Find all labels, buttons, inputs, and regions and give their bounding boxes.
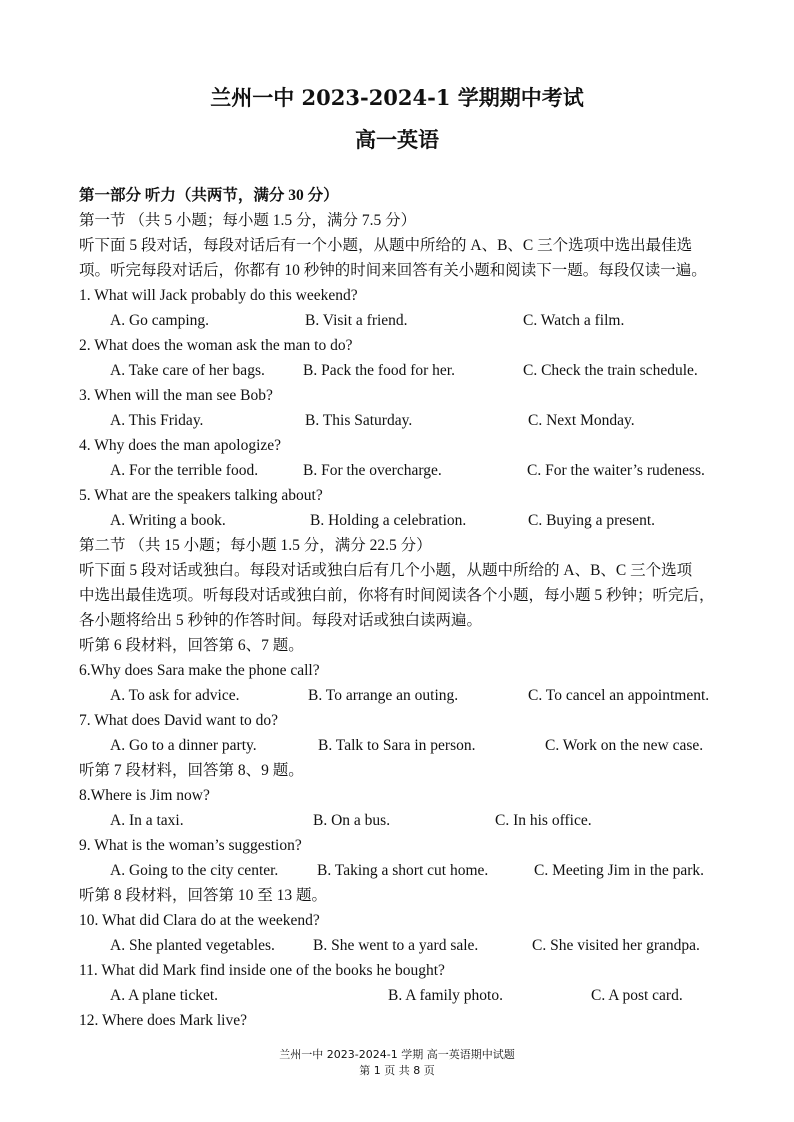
question-1-option-c: C. Watch a film. — [523, 312, 625, 329]
question-11-option-c: C. A post card. — [591, 987, 683, 1004]
question-4-option-b: B. For the overcharge. — [303, 462, 442, 479]
question-9-option-c: C. Meeting Jim in the park. — [534, 862, 705, 879]
question-4-option-c: C. For the waiter’s rudeness. — [527, 462, 705, 479]
question-2: 2. What does the woman ask the man to do? — [79, 337, 353, 354]
question-8-option-a: A. In a taxi. — [110, 812, 184, 829]
material-7-instruction: 听第 7 段材料，回答第 8、9 题。 — [79, 762, 304, 779]
question-2-option-a: A. Take care of her bags. — [110, 362, 265, 379]
material-8-instruction: 听第 8 段材料，回答第 10 至 13 题。 — [79, 887, 328, 904]
question-8-option-b: B. On a bus. — [313, 812, 391, 829]
question-11-option-a: A. A plane ticket. — [110, 987, 219, 1004]
question-4-option-a: A. For the terrible food. — [110, 462, 259, 479]
question-3: 3. When will the man see Bob? — [79, 387, 273, 404]
section2-heading: 第二节 （共 15 小题；每小题 1.5 分，满分 22.5 分） — [79, 537, 432, 554]
question-7-option-b: B. Talk to Sara in person. — [318, 737, 476, 754]
question-10-option-b: B. She went to a yard sale. — [313, 937, 479, 954]
question-10: 10. What did Clara do at the weekend? — [79, 912, 320, 929]
question-1: 1. What will Jack probably do this weekend? — [79, 287, 358, 304]
question-10-option-a: A. She planted vegetables. — [110, 937, 275, 954]
question-11: 11. What did Mark find inside one of the books he bought? — [79, 962, 445, 979]
question-3-option-c: C. Next Monday. — [528, 412, 635, 429]
part1-heading: 第一部分 听力（共两节，满分 30 分） — [79, 187, 339, 204]
question-2-option-c: C. Check the train schedule. — [523, 362, 698, 379]
footer-page-number: 第 1 页 共 8 页 — [359, 1064, 435, 1077]
question-6: 6.Why does Sara make the phone call? — [79, 662, 320, 679]
section2-instructions-3: 各小题将给出 5 秒钟的作答时间。每段对话或独白读两遍。 — [79, 612, 483, 629]
question-6-option-c: C. To cancel an appointment. — [528, 687, 710, 704]
exam-title: 兰州一中 2023-2024-1 学期期中考试 — [210, 85, 584, 110]
question-2-option-b: B. Pack the food for her. — [303, 362, 455, 379]
question-3-option-a: A. This Friday. — [110, 412, 204, 429]
section2-instructions-2: 中选出最佳选项。听每段对话或独白前，你将有时间阅读各个小题，每小题 5 秒钟；听完后， — [79, 587, 715, 604]
material-6-instruction: 听第 6 段材料，回答第 6、7 题。 — [79, 637, 304, 654]
question-9-option-b: B. Taking a short cut home. — [317, 862, 489, 879]
footer-exam-info: 兰州一中 2023-2024-1 学期 高一英语期中试题 — [279, 1048, 515, 1061]
question-9: 9. What is the woman’s suggestion? — [79, 837, 302, 854]
question-7: 7. What does David want to do? — [79, 712, 279, 729]
question-6-option-a: A. To ask for advice. — [110, 687, 240, 704]
question-1-option-a: A. Go camping. — [110, 312, 210, 329]
question-4: 4. Why does the man apologize? — [79, 437, 282, 454]
question-9-option-a: A. Going to the city center. — [110, 862, 279, 879]
question-7-option-c: C. Work on the new case. — [545, 737, 704, 754]
section1-instructions-1: 听下面 5 段对话，每段对话后有一个小题，从题中所给的 A、B、C 三个选项中选出最佳选 — [79, 237, 693, 254]
question-12: 12. Where does Mark live? — [79, 1012, 248, 1029]
question-7-option-a: A. Go to a dinner party. — [110, 737, 257, 754]
question-5-option-a: A. Writing a book. — [110, 512, 226, 529]
question-11-option-b: B. A family photo. — [388, 987, 503, 1004]
section1-instructions-2: 项。听完每段对话后，你都有 10 秒钟的时间来回答有关小题和阅读下一题。每段仅读一遍。 — [79, 262, 707, 279]
question-5-option-b: B. Holding a celebration. — [310, 512, 467, 529]
section2-instructions-1: 听下面 5 段对话或独白。每段对话或独白后有几个小题，从题中所给的 A、B、C 三个选项 — [79, 562, 693, 579]
question-3-option-b: B. This Saturday. — [305, 412, 413, 429]
question-5-option-c: C. Buying a present. — [528, 512, 655, 529]
question-8-option-c: C. In his office. — [495, 812, 592, 829]
section1-heading: 第一节 （共 5 小题；每小题 1.5 分，满分 7.5 分） — [79, 212, 417, 229]
question-1-option-b: B. Visit a friend. — [305, 312, 408, 329]
question-5: 5. What are the speakers talking about? — [79, 487, 323, 504]
question-6-option-b: B. To arrange an outing. — [308, 687, 459, 704]
question-8: 8.Where is Jim now? — [79, 787, 210, 804]
exam-subtitle: 高一英语 — [355, 127, 439, 152]
question-10-option-c: C. She visited her grandpa. — [532, 937, 700, 954]
